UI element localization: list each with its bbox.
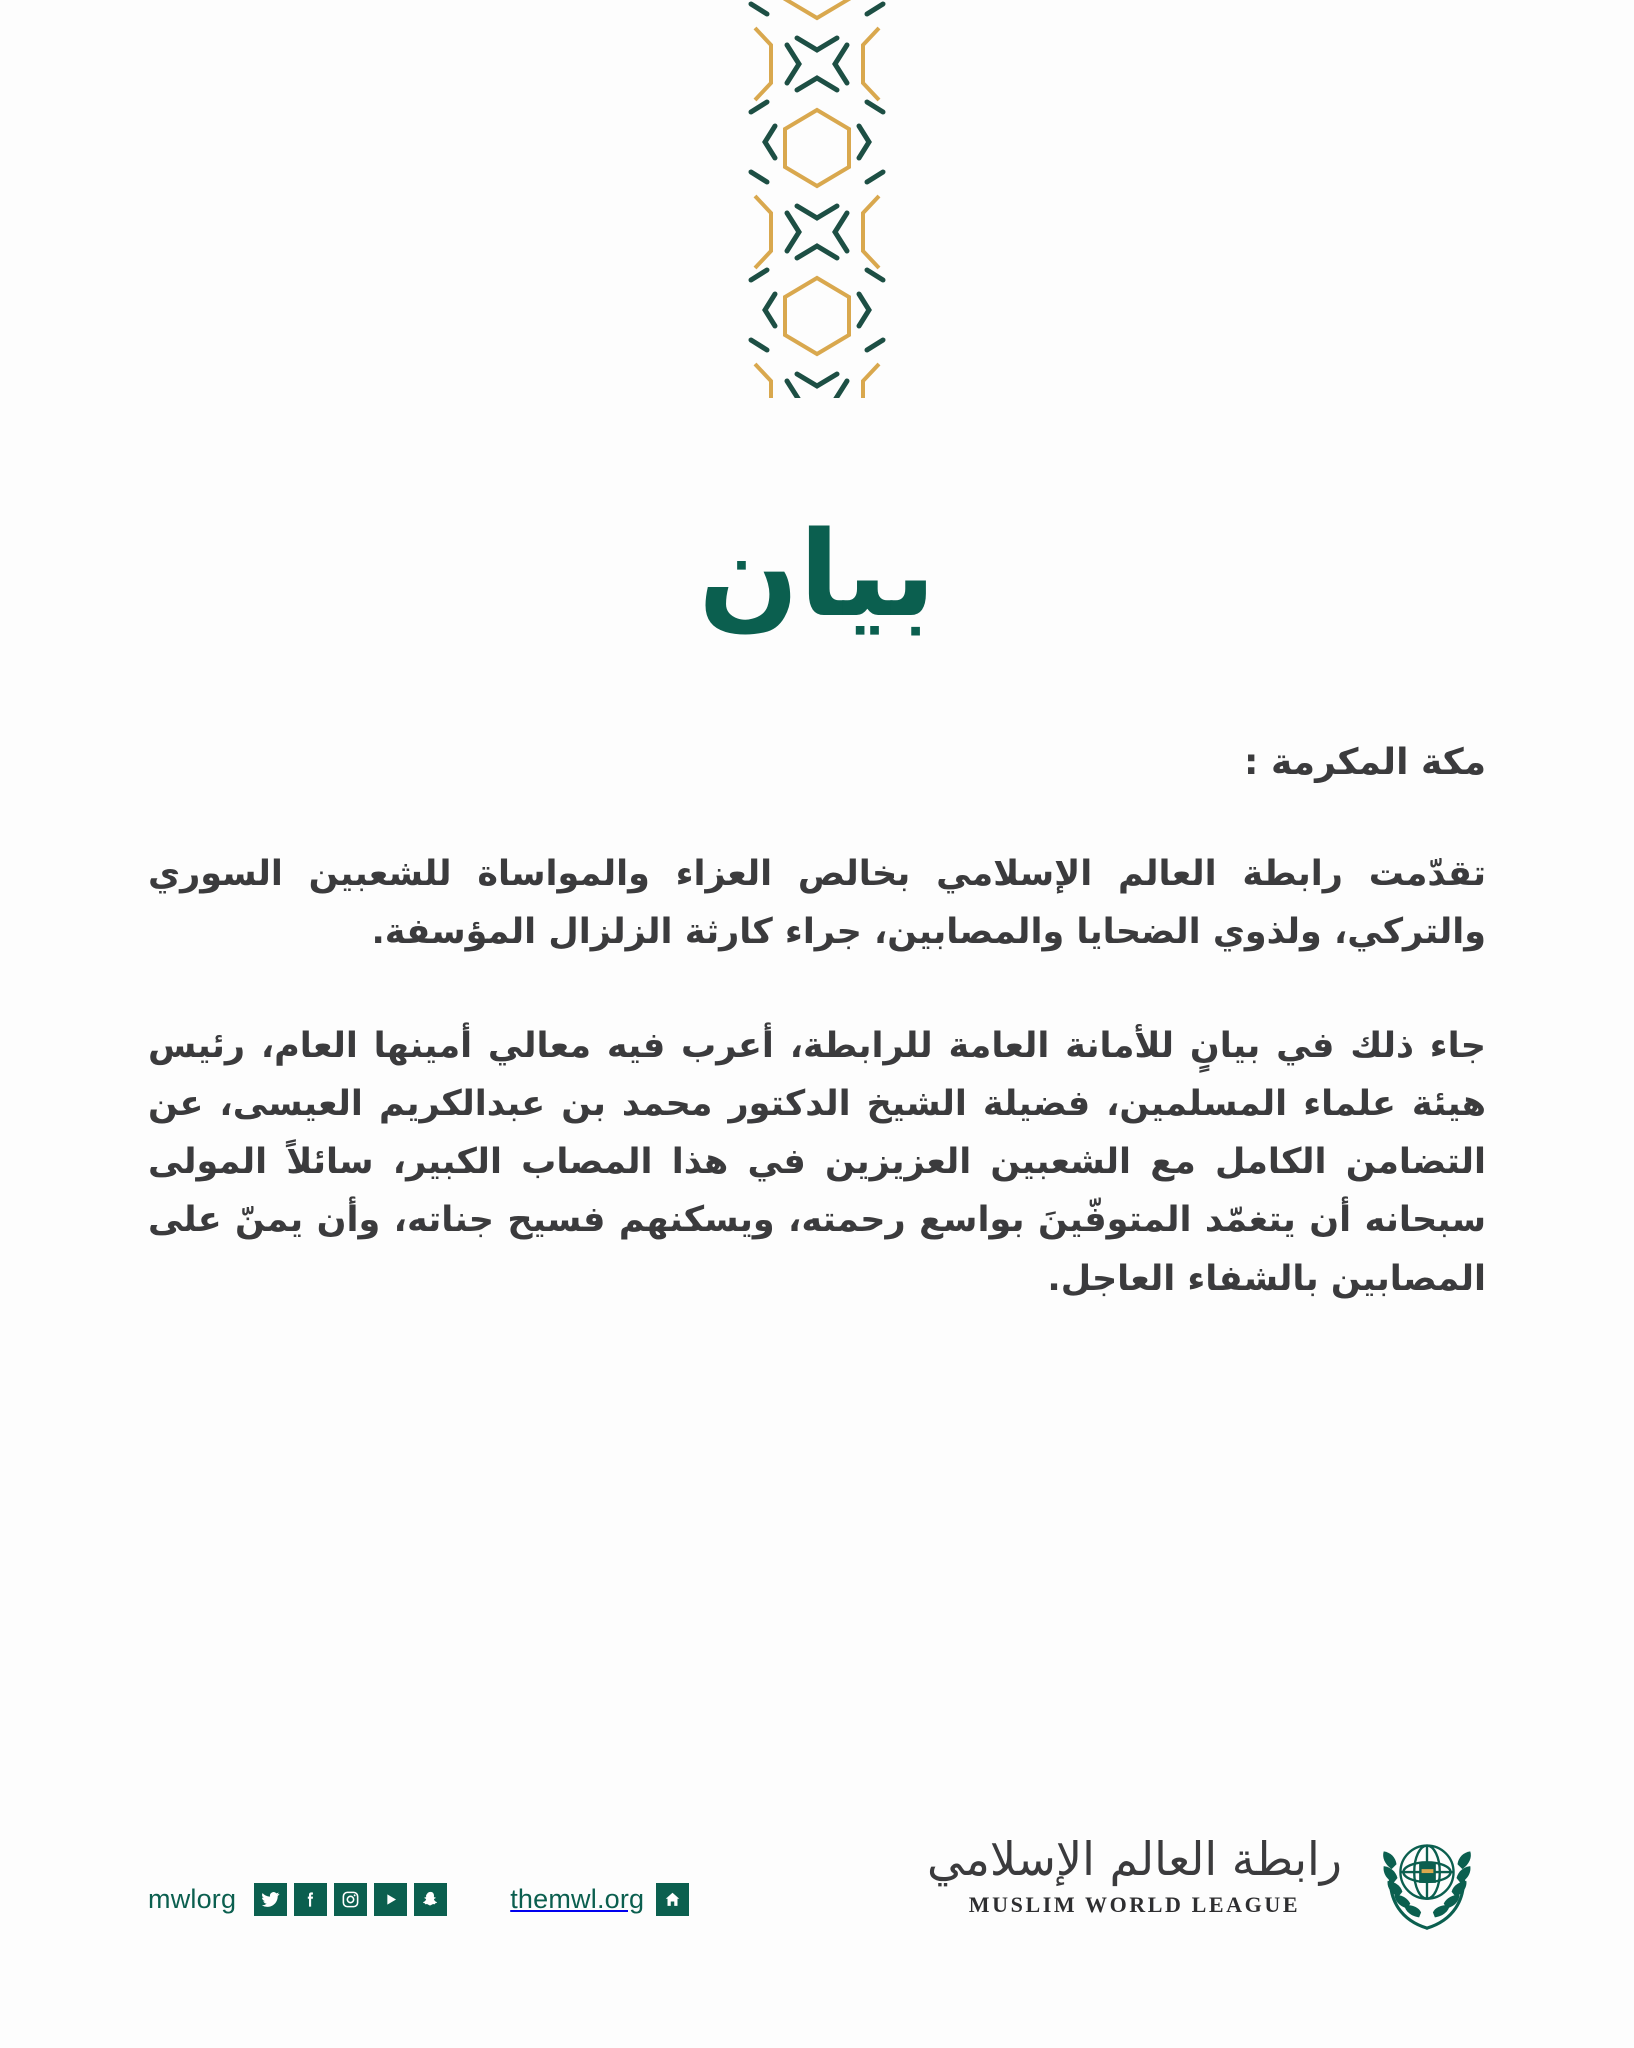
dateline: مكة المكرمة :: [1244, 742, 1486, 783]
social-links-bar: [148, 1883, 696, 1916]
globe-wreath-emblem: [1368, 1818, 1486, 1936]
twitter-icon[interactable]: [254, 1883, 287, 1916]
logo-arabic-name: رابطة العالم الإسلامي: [926, 1832, 1342, 1886]
organization-logo: [927, 1818, 1486, 1936]
snapchat-icon[interactable]: [414, 1883, 447, 1916]
page-title: بيان: [698, 505, 936, 644]
statement-paragraph-1: تقدّمت رابطة العالم الإسلامي بخالص العزاء والمواساة للشعبين السوري والتركي، ولذوي الضحايا والمصابين، جراء كارثة الزلزال المؤسفة.: [148, 854, 1486, 953]
page-footer: [0, 1748, 1634, 2048]
home-icon: [656, 1883, 689, 1916]
instagram-icon[interactable]: [334, 1883, 367, 1916]
logo-text: [926, 1832, 1342, 1918]
statement-paragraph-2: جاء ذلك في بيانٍ للأمانة العامة للرابطة، أعرب فيه معالي أمينها العام، رئيس هيئة علماء المسلمين، فضيلة الشيخ الدكتور محمد بن عبدالكريم العيسى، عن التضامن الكامل مع الشعبين العزيزين في هذا المصاب الكبير، سائلاً المولى سبحانه أن يتغمّد المتوفّينَ بواسع رحمته، ويسكنهم فسيح جناته، وأن يمنّ على المصابين بالشفاء العاجل.: [148, 1026, 1486, 1299]
website-link[interactable]: [510, 1883, 696, 1916]
youtube-icon[interactable]: [374, 1883, 407, 1916]
islamic-pattern-ornament: [702, 0, 932, 398]
logo-english-name: MUSLIM WORLD LEAGUE: [968, 1892, 1301, 1917]
statement-body: [148, 742, 1486, 1308]
social-handle-label: mwlorg: [148, 1884, 237, 1914]
facebook-icon[interactable]: [294, 1883, 327, 1916]
website-label: themwl.org: [510, 1884, 645, 1914]
